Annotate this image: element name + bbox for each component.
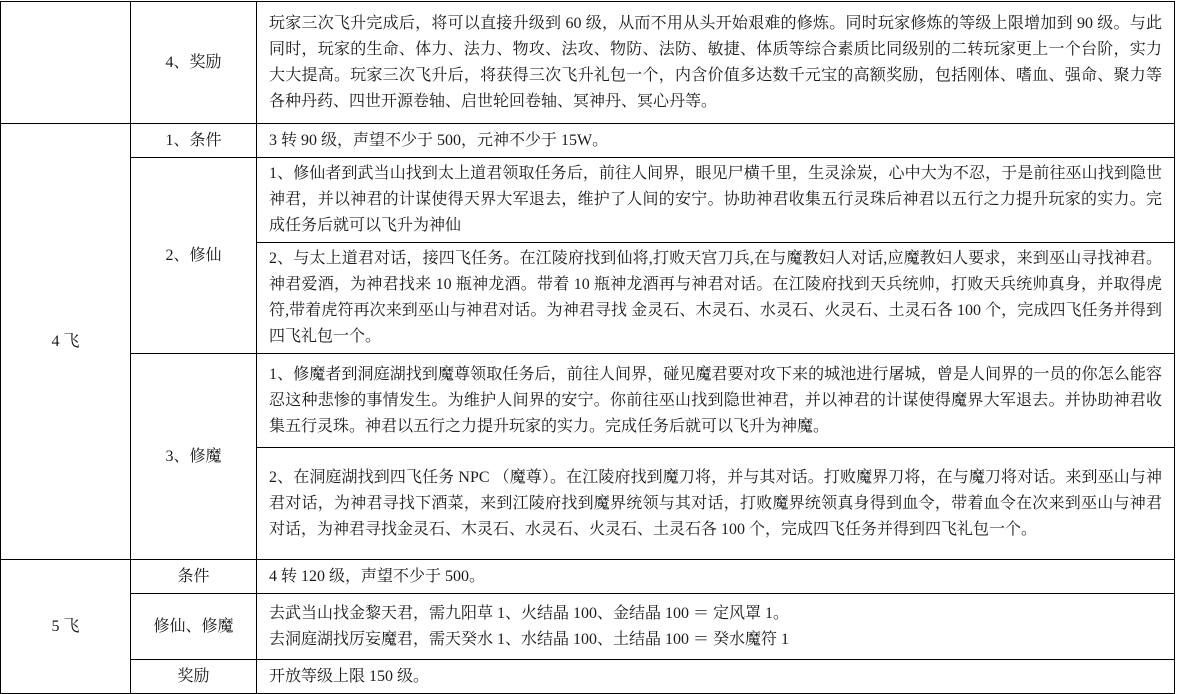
fei5-condition-text: 4 转 120 级，声望不少于 500。 [269,567,486,585]
row-label-fei4-condition: 1、条件 [131,124,257,158]
prev-reward-text: 玩家三次飞升完成后，将可以直接升级到 60 级，从而不用从头开始艰难的修炼。同时玩家修炼的等级上限增加到 90 级。与此同时，玩家的生命、体力、法力、物攻、法攻、物防、法防、敏捷、体质等综合素质比同级别的二转玩家更上一个台阶，实力大大提高。玩家三次飞升后，将获得三次飞升礼包一个，内含价值多达数千元宝的高额奖励，包括刚体、嗜血、强命、聚力等各种丹药、四世开源卷轴、启世轮回卷轴、冥神丹、冥心丹等。 [269,14,1162,110]
fei4-xiuxian-paragraph-1: 1、修仙者到武当山找到太上道君领取任务后，前往人间界，眼见尸横千里，生灵涂炭，心中大为不忍，于是前往巫山找到隐世神君，并以神君的计谋使得天界大军退去，维护了人间的安宁。协助神君收集五行灵珠后神君以五行之力提升玩家的实力。完成任务后就可以飞升为神仙 [269,165,1162,234]
fei4-condition-text: 3 转 90 级，声望不少于 500，元神不少于 15W。 [269,131,609,149]
row-content-fei4-condition [257,124,1175,158]
group-label-fei4: 4 飞 [1,124,131,560]
row-label-prev-reward: 4、奖励 [131,2,257,124]
table-row-fei5-method [1,594,1175,660]
row-content-prev-reward [257,2,1175,124]
row-label-fei4-xiumo: 3、修魔 [131,354,257,560]
row-label-fei5-reward: 奖励 [131,660,257,694]
row-content-fei4-xiumo-p1 [257,354,1175,448]
table-row-fei4-xiumo-p1 [1,354,1175,448]
table-row-fei4-xiuxian-p1 [1,158,1175,243]
fei5-method-line-1: 去武当山找金黎天君，需九阳草 1、火结晶 100、金结晶 100 ＝ 定风罩 1。 [269,604,790,622]
row-label-fei5-condition: 条件 [131,560,257,594]
fei5-method-line-2: 去洞庭湖找厉妄魔君，需天癸水 1、水结晶 100、土结晶 100 ＝ 癸水魔符 1 [269,630,790,648]
row-label-fei5-method: 修仙、修魔 [131,594,257,660]
row-content-fei4-xiuxian-p1 [257,158,1175,243]
fei4-xiuxian-paragraph-2: 2、与太上道君对话，接四飞任务。在江陵府找到仙将,打败天宫刀兵,在与魔教妇人对话,应魔教妇人要求，来到巫山寻找神君。神君爱酒，为神君找来 10 瓶神龙酒。带着 10 瓶神龙酒再与神君对话。在江陵府找到天兵统帅，打败天兵统帅真身，并取得虎符,带着虎符再次来到巫山与神君对话。为神君寻找 金灵石、木灵石、水灵石、火灵石、土灵石各 100 个，完成四飞任务并得到四飞礼包一个。 [269,250,1162,345]
table-row-fei5-reward [1,660,1175,694]
ascension-rules-table [0,1,1175,694]
fei5-reward-text: 开放等级上限 150 级。 [269,667,430,685]
row-content-fei5-reward [257,660,1175,694]
row-content-fei4-xiumo-p2 [257,448,1175,560]
row-label-fei4-xiuxian: 2、修仙 [131,158,257,354]
table-row-fei5-condition [1,560,1175,594]
fei4-xiumo-paragraph-2: 2、在洞庭湖找到四飞任务 NPC （魔尊）。在江陵府找到魔刀将，并与其对话。打败魔界刀将，在与魔刀将对话。来到巫山与神君对话，为神君寻找下酒菜，来到江陵府找到魔界统领与其对话，打败魔界统领真身得到血令，带着血令在次来到巫山与神君对话，为神君寻找金灵石、木灵石、水灵石、火灵石、土灵石各 100 个，完成四飞任务并得到四飞礼包一个。 [269,468,1162,538]
table-row-fei4-condition [1,124,1175,158]
group-label-cell-empty [1,2,131,124]
table-row-prev-reward [1,2,1175,124]
group-label-fei5: 5 飞 [1,560,131,694]
fei4-xiumo-paragraph-1: 1、修魔者到洞庭湖找到魔尊领取任务后，前往人间界，碰见魔君要对攻下来的城池进行屠城，曾是人间界的一员的你怎么能容忍这种悲惨的事情发生。为维护人间界的安宁。你前往巫山找到隐世神君，并以神君的计谋使得魔界大军退去。并协助神君收集五行灵珠。神君以五行之力提升玩家的实力。完成任务后就可以飞升为神魔。 [269,365,1162,435]
row-content-fei4-xiuxian-p2 [257,243,1175,354]
row-content-fei5-method [257,594,1175,660]
row-content-fei5-condition [257,560,1175,594]
